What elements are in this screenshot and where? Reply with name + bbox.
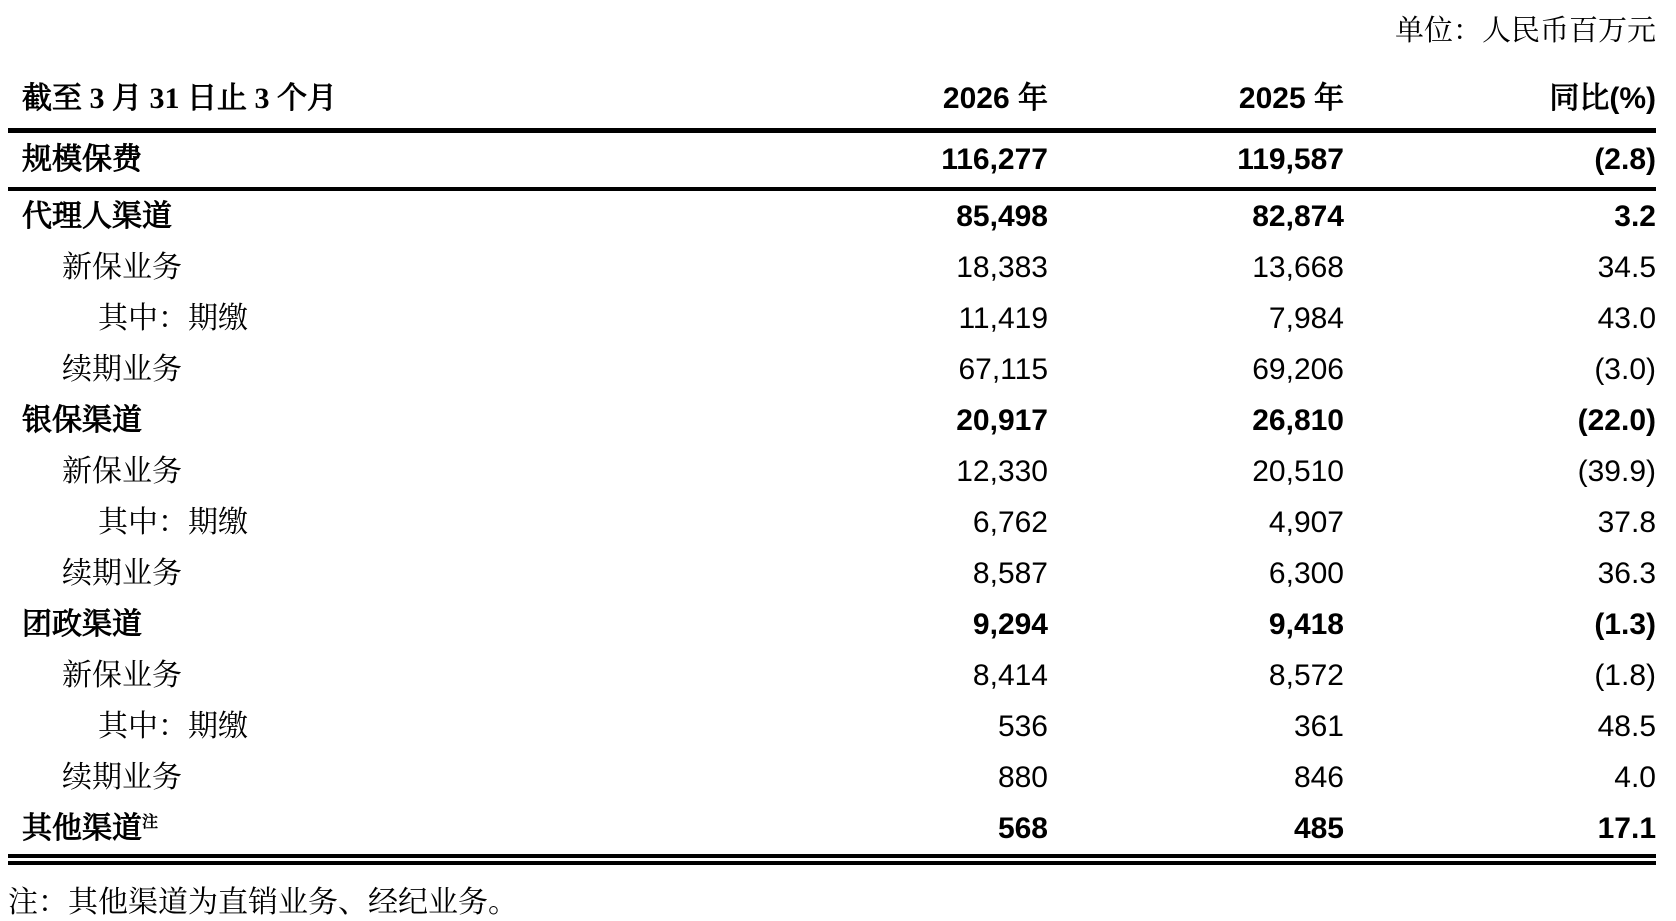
- table-row-new-business: [8, 650, 1656, 701]
- table-row-renewal-business: [8, 344, 1656, 395]
- row-label-text: 其他渠道: [22, 811, 142, 845]
- row-label: 续期业务: [62, 760, 182, 794]
- row-value-yoy: 17.1: [1597, 811, 1656, 845]
- table-row-regular-premium: [8, 497, 1656, 548]
- row-value-yoy: 37.8: [1597, 505, 1656, 539]
- row-value-yoy: 48.5: [1597, 709, 1656, 743]
- row-value-yoy: (3.0): [1594, 352, 1656, 386]
- table-row-other-channels: [8, 803, 1656, 860]
- row-value-2026: 116,277: [698, 131, 1048, 190]
- row-value-2025: 485: [1293, 811, 1344, 845]
- row-label: 新保业务: [62, 454, 182, 488]
- row-value-2026: 568: [997, 811, 1048, 845]
- row-label: 其中：期缴: [98, 505, 248, 539]
- row-value-2026: 67,115: [958, 352, 1048, 386]
- row-value-2026: 20,917: [956, 403, 1048, 437]
- header-2025: 2025 年: [1048, 56, 1344, 131]
- row-label: 其中：期缴: [98, 709, 248, 743]
- row-value-2025: 846: [1293, 760, 1344, 794]
- table-row-regular-premium: [8, 701, 1656, 752]
- row-value-2025: 8,572: [1268, 658, 1344, 692]
- row-value-2026: 85,498: [956, 199, 1048, 233]
- row-value-yoy: (1.3): [1594, 607, 1656, 641]
- row-value-yoy: (22.0): [1577, 403, 1656, 437]
- unit-note: 单位：人民币百万元: [1394, 15, 1656, 47]
- row-value-2026: 880: [997, 760, 1048, 794]
- row-value-2025: 20,510: [1252, 454, 1344, 488]
- header-2026: 2026 年: [698, 56, 1048, 131]
- footnote-marker: 注: [142, 813, 159, 831]
- row-value-2025: 4,907: [1268, 505, 1344, 539]
- row-label: 规模保费: [8, 131, 698, 190]
- row-value-yoy: 3.2: [1614, 199, 1656, 233]
- row-value-2026: 18,383: [956, 250, 1048, 284]
- row-value-yoy: (1.8): [1594, 658, 1656, 692]
- row-value-yoy: 36.3: [1597, 556, 1656, 590]
- table-row-renewal-business: [8, 548, 1656, 599]
- table-row-gross-premium: [8, 131, 1656, 190]
- premium-by-channel-table: [8, 56, 1656, 865]
- row-value-2026: 6,762: [972, 505, 1048, 539]
- table-header-row: [8, 56, 1656, 131]
- header-period: 截至 3 月 31 日止 3 个月: [8, 56, 698, 131]
- table-row-renewal-business: [8, 752, 1656, 803]
- row-value-yoy: 43.0: [1597, 301, 1656, 335]
- row-value-2026: 536: [997, 709, 1048, 743]
- row-label: 新保业务: [62, 658, 182, 692]
- row-value-2025: 6,300: [1268, 556, 1344, 590]
- row-value-2025: 361: [1293, 709, 1344, 743]
- row-label: [8, 803, 698, 860]
- row-value-2026: 8,414: [972, 658, 1048, 692]
- row-value-2026: 12,330: [956, 454, 1048, 488]
- footnote-text: 注：其他渠道为直销业务、经纪业务。: [8, 886, 518, 919]
- table-row-agent-channel: [8, 189, 1656, 242]
- row-value-2025: 7,984: [1268, 301, 1344, 335]
- row-value-2025: 26,810: [1252, 403, 1344, 437]
- row-label: 其中：期缴: [98, 301, 248, 335]
- row-label: 代理人渠道: [22, 199, 172, 233]
- row-value-yoy: (39.9): [1577, 454, 1656, 488]
- row-value-2025: 13,668: [1252, 250, 1344, 284]
- header-yoy: 同比(%): [1344, 56, 1656, 131]
- row-value-2025: 82,874: [1252, 199, 1344, 233]
- table-row-new-business: [8, 242, 1656, 293]
- row-value-2025: 119,587: [1048, 131, 1344, 190]
- row-label: 新保业务: [62, 250, 182, 284]
- row-value-2025: 9,418: [1268, 607, 1344, 641]
- table-row-bancassurance-channel: [8, 395, 1656, 446]
- row-value-yoy: 4.0: [1614, 760, 1656, 794]
- row-value-2026: 9,294: [972, 607, 1048, 641]
- row-label: 续期业务: [62, 556, 182, 590]
- table-row-group-channel: [8, 599, 1656, 650]
- row-value-2026: 11,419: [958, 301, 1048, 335]
- row-value-yoy: (2.8): [1344, 131, 1656, 190]
- row-label: 银保渠道: [22, 403, 142, 437]
- row-value-2025: 69,206: [1252, 352, 1344, 386]
- row-label: 团政渠道: [22, 607, 142, 641]
- table-row-regular-premium: [8, 293, 1656, 344]
- row-value-yoy: 34.5: [1597, 250, 1656, 284]
- row-label: 续期业务: [62, 352, 182, 386]
- table-row-new-business: [8, 446, 1656, 497]
- row-value-2026: 8,587: [972, 556, 1048, 590]
